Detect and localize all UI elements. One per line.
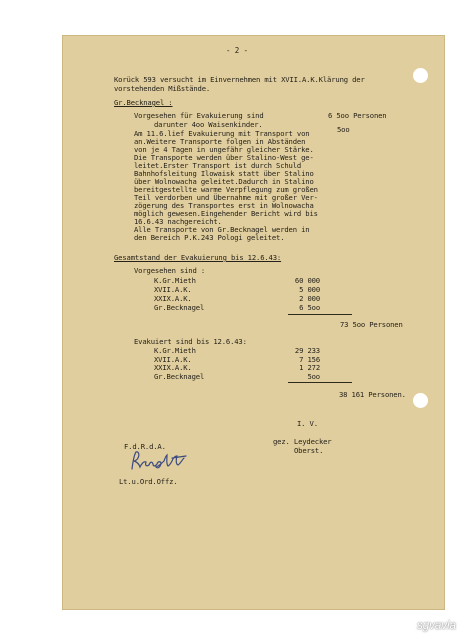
table-row-label: K.Gr.Mieth <box>154 276 196 285</box>
signatory-rank: Oberst. <box>294 446 324 455</box>
punch-hole <box>413 68 428 83</box>
table-row-value: 5 000 <box>299 285 320 294</box>
table-row-value: 5oo <box>307 372 320 381</box>
body-line: Teil verdorben und Übernahme mit großer Ver- <box>134 193 318 202</box>
vorgesehen-line-1: Vorgesehen für Evakuierung sind <box>134 111 264 120</box>
body-line: Bahnhofsleitung Ilowaisk statt über Stalino <box>134 169 314 178</box>
body-line: den Bereich P.K.243 Pologi geleitet. <box>134 233 285 242</box>
evakuiert-total: 38 161 Personen. <box>339 390 406 399</box>
section-heading: Gr.Becknagel : <box>114 98 173 107</box>
body-line: von je 4 Tagen in ungefähr gleicher Stärke. <box>134 145 314 154</box>
body-line: möglich gewesen.Eingehender Bericht wird bis <box>134 209 318 218</box>
table-row-value: 7 156 <box>299 355 320 364</box>
table-row-label: XVII.A.K. <box>154 355 192 364</box>
punch-hole <box>413 393 428 408</box>
body-line: Die Transporte werden über Stalino-West ge- <box>134 153 314 162</box>
sum-rule <box>288 382 352 383</box>
vorgesehen-value-1: 6 5oo Personen <box>328 111 387 120</box>
vorgesehen-total: 73 5oo Personen <box>340 320 403 329</box>
table-row-label: K.Gr.Mieth <box>154 346 196 355</box>
body-line: bereitgestellte warme Verpflegung zum großen <box>134 185 318 194</box>
body-line: an.Weitere Transporte folgen in Abständen <box>134 137 306 146</box>
table-row-label: Gr.Becknagel <box>154 303 205 312</box>
body-line: Am 11.6.lief Evakuierung mit Transport von <box>134 129 310 138</box>
table-row-value: 60 000 <box>294 276 320 285</box>
vorgesehen-value-2: 5oo <box>337 125 350 134</box>
table-row-label: XXIX.A.K. <box>154 363 192 372</box>
table-row-value: 1 272 <box>299 363 320 372</box>
table-row-value: 2 000 <box>299 294 320 303</box>
signatory-name: gez. Leydecker <box>273 437 332 446</box>
body-line: über Wolnowacha geleitet.Dadurch in Stalino <box>134 177 314 186</box>
iv-label: I. V. <box>297 419 318 428</box>
body-line: Alle Transporte von Gr.Becknagel werden in <box>134 225 310 234</box>
vorgesehen-line-2: darunter 4oo Waisenkinder. <box>154 120 263 129</box>
body-line: leitet.Erster Transport ist durch Schuld <box>134 161 302 170</box>
sum-rule <box>288 314 352 315</box>
body-line: zögerung des Transportes erst in Wolnowacha <box>134 201 314 210</box>
table-row-value: 6 5oo <box>299 303 320 312</box>
vorgesehen-table-header: Vorgesehen sind : <box>134 266 206 275</box>
table-row-value: 29 233 <box>294 346 320 355</box>
body-line: 16.6.43 nachgereicht. <box>134 217 222 226</box>
watermark-text: sgvavia <box>417 620 456 632</box>
fdrda-label: F.d.R.d.A. <box>124 442 166 451</box>
document-page <box>62 35 445 610</box>
page-number: - 2 - <box>226 46 248 55</box>
intro-line-1: Korück 593 versucht im Einvernehmen mit XVII.A.K.Klärung der <box>114 75 365 84</box>
evakuiert-table-header: Evakuiert sind bis 12.6.43: <box>134 337 247 346</box>
intro-line-2: vorstehenden Mißstände. <box>114 84 211 93</box>
table-row-label: Gr.Becknagel <box>154 372 205 381</box>
gesamtstand-heading: Gesamtstand der Evakuierung bis 12.6.43: <box>114 253 282 262</box>
table-row-label: XXIX.A.K. <box>154 294 192 303</box>
officer-label: Lt.u.Ord.Offz. <box>119 477 178 486</box>
handwritten-signature-icon <box>128 449 192 473</box>
table-row-label: XVII.A.K. <box>154 285 192 294</box>
